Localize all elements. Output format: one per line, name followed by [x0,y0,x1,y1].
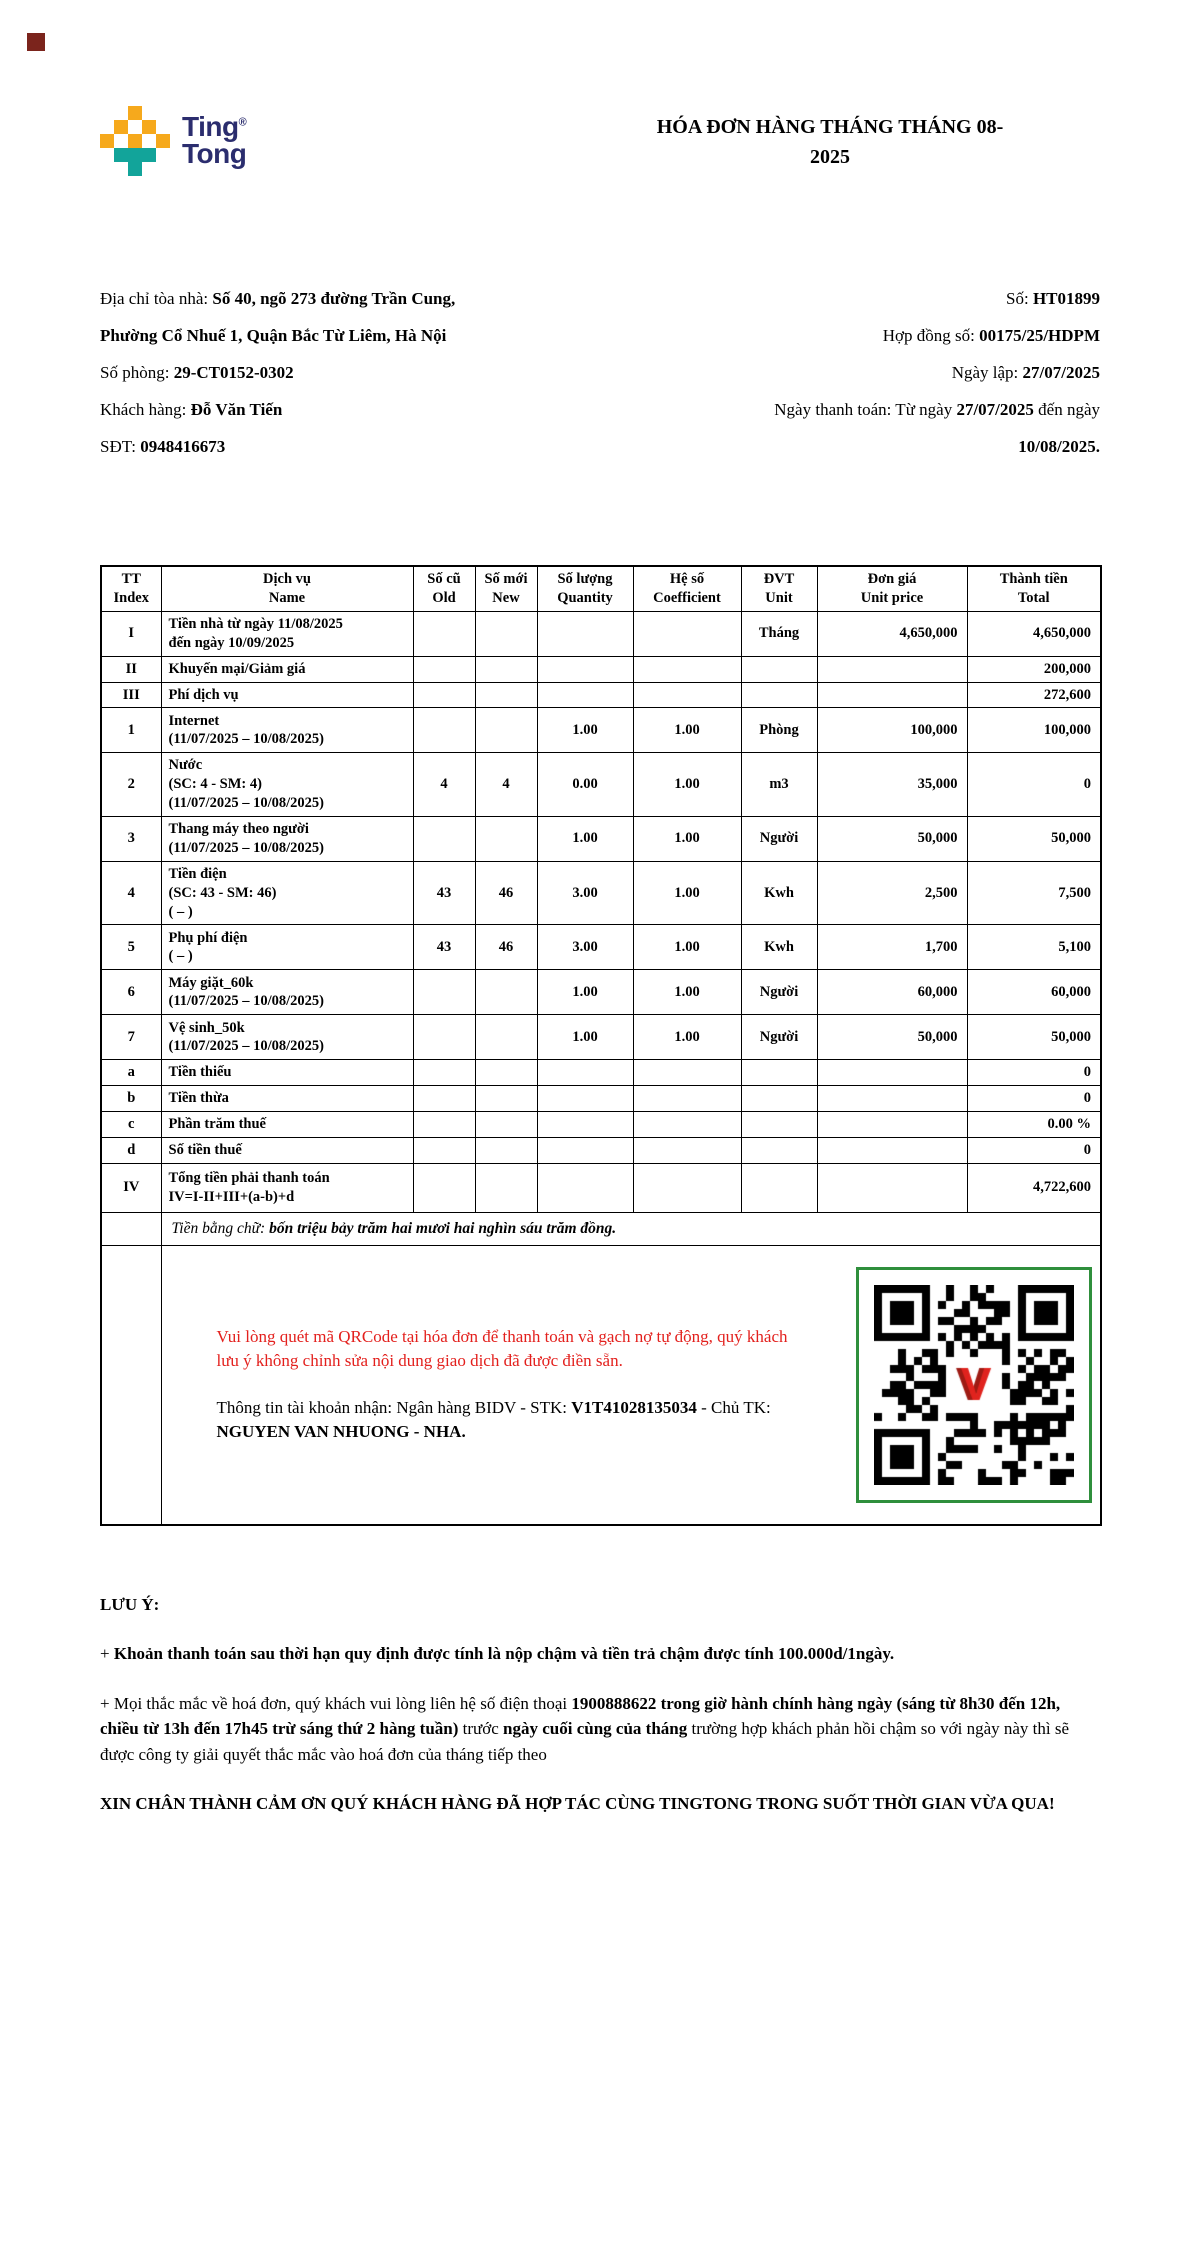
invoice-page [100,0,1100,1817]
table-row-7 [101,1015,1101,1060]
qr-section [162,1246,1101,1524]
cell-name: Phần trăm thuế [161,1112,413,1138]
cell-price [817,682,967,708]
info-issue-date: Ngày lập: 27/07/2025 [951,363,1100,382]
cell-unit [741,1137,817,1163]
cell-tt: a [101,1060,161,1086]
cell-name: Vệ sinh_50k (11/07/2025 – 10/08/2025) [161,1015,413,1060]
cell-coef [633,682,741,708]
cell-tt: 1 [101,708,161,753]
cell-name: Nước (SC: 4 - SM: 4) (11/07/2025 – 10/08/2025) [161,753,413,817]
cell-total: 0 [967,1086,1101,1112]
cell-unit: Người [741,970,817,1015]
registered-mark: ® [238,117,247,130]
notes-heading: LƯU Ý: [100,1594,160,1614]
cell-old [413,708,475,753]
charges-table [100,565,1102,1526]
cell-new [475,1163,537,1212]
cell-coef [633,611,741,656]
column-header: Hệ số Coefficient [633,566,741,611]
cell-total: 100,000 [967,708,1101,753]
cell-unit: Người [741,816,817,861]
cell-total: 4,722,600 [967,1163,1101,1212]
customer-info [100,280,492,465]
column-header: Số cũ Old [413,566,475,611]
cell-coef: 1.00 [633,753,741,817]
cell-tt: 5 [101,925,161,970]
cell-total: 0 [967,753,1101,817]
cell-old [413,1163,475,1212]
cell-coef [633,656,741,682]
cell-qty: 1.00 [537,970,633,1015]
cell-unit: Phòng [741,708,817,753]
qr-row [101,1245,1101,1525]
qr-instruction-note: Vui lòng quét mã QRCode tại hóa đơn để thanh toán và gạch nợ tự động, quý khách lưu ý không chỉnh sửa nội dung giao dịch đã được điền sẵn. [216,1326,788,1371]
cell-unit: m3 [741,753,817,817]
cell-total: 50,000 [967,1015,1101,1060]
cell-tt: I [101,611,161,656]
table-row-5 [101,925,1101,970]
cell-name: Tiền điện (SC: 43 - SM: 46) ( – ) [161,861,413,925]
cell-coef [633,1112,741,1138]
cell-unit: Kwh [741,861,817,925]
cell-tt: b [101,1086,161,1112]
cell-qty: 3.00 [537,861,633,925]
cell-old [413,1015,475,1060]
invoice-info [100,280,1100,465]
cell-tt: 4 [101,861,161,925]
hotline-note: + Mọi thắc mắc về hoá đơn, quý khách vui lòng liên hệ số điện thoại 1900888622 trong giờ hành chính hàng ngày (sáng từ 8h30 đến 12h, chiều từ 13h đến 17h45 trừ sáng thứ 2 hàng tuần) trước ngày cuối cùng của tháng trường hợp khách phản hồi chậm so với ngày này thì sẽ được công ty giải quyết thắc mắc vào hoá đơn của tháng tiếp theo [100,1693,1070,1764]
cell-new [475,611,537,656]
cell-coef [633,1137,741,1163]
table-row-6 [101,970,1101,1015]
cell-qty: 1.00 [537,708,633,753]
info-contract-number: Hợp đồng số: 00175/25/HDPM [882,326,1100,345]
table-row-III [101,682,1101,708]
cell-coef: 1.00 [633,816,741,861]
cell-new [475,708,537,753]
info-address: Địa chỉ tòa nhà: Số 40, ngõ 273 đường Trần Cung, Phường Cổ Nhuế 1, Quận Bắc Từ Liêm, Hà Nội [100,289,456,345]
cell-tt: 6 [101,970,161,1015]
info-phone: SĐT: 0948416673 [100,437,226,456]
cell-qty [537,1137,633,1163]
cell-qty: 0.00 [537,753,633,817]
cell-total: 50,000 [967,816,1101,861]
column-header: TT Index [101,566,161,611]
cell-new [475,1060,537,1086]
cell-name: Internet (11/07/2025 – 10/08/2025) [161,708,413,753]
cell-tt: II [101,656,161,682]
invoice-title-line2: 2025 [810,146,850,168]
qr-code [874,1285,1074,1485]
cell-new [475,682,537,708]
cell-old [413,682,475,708]
table-row-IV [101,1163,1101,1212]
cell-qty [537,611,633,656]
info-payment-period: Ngày thanh toán: Từ ngày 27/07/2025 đến ngày 10/08/2025. [774,400,1100,456]
cell-tt: III [101,682,161,708]
table-row-3 [101,816,1101,861]
cell-unit [741,1086,817,1112]
cell-total: 272,600 [967,682,1101,708]
cell-name: Tiền thừa [161,1086,413,1112]
column-header: ĐVT Unit [741,566,817,611]
thanks-note: XIN CHÂN THÀNH CẢM ƠN QUÝ KHÁCH HÀNG ĐÃ HỢP TÁC CÙNG TINGTONG TRONG SUỐT THỜI GIAN VỪA QUA! [100,1794,1055,1814]
cell-new [475,970,537,1015]
cell-name: Phụ phí điện ( – ) [161,925,413,970]
cell-qty: 1.00 [537,1015,633,1060]
cell-qty [537,1060,633,1086]
cell-price [817,656,967,682]
cell-price: 60,000 [817,970,967,1015]
cell-new [475,656,537,682]
cell-coef: 1.00 [633,925,741,970]
cell-old [413,656,475,682]
cell-name: Máy giặt_60k (11/07/2025 – 10/08/2025) [161,970,413,1015]
cell-qty [537,1112,633,1138]
cell-unit: Tháng [741,611,817,656]
cell-price: 4,650,000 [817,611,967,656]
cell-tt: 2 [101,753,161,817]
cell-name: Tổng tiền phải thanh toán IV=I-II+III+(a-b)+d [161,1163,413,1212]
cell-total: 200,000 [967,656,1101,682]
cell-total: 5,100 [967,925,1101,970]
cell-unit [741,1060,817,1086]
table-row-c [101,1112,1101,1138]
bank-account-info: Thông tin tài khoản nhận: Ngân hàng BIDV - STK: V1T41028135034 - Chủ TK: NGUYEN VAN NHUONG - NHA. [216,1397,771,1442]
table-row-b [101,1086,1101,1112]
info-invoice-number: Số: HT01899 [1006,289,1100,308]
amount-in-words-row [101,1212,1101,1245]
column-header: Đơn giá Unit price [817,566,967,611]
column-header: Thành tiền Total [967,566,1101,611]
cell-new: 46 [475,861,537,925]
table-row-I [101,611,1101,656]
cell-total: 4,650,000 [967,611,1101,656]
cell-old [413,1086,475,1112]
tingtong-logo-icon [100,106,170,176]
cell-unit: Kwh [741,925,817,970]
column-header: Số lượng Quantity [537,566,633,611]
cell-new [475,1137,537,1163]
cell-price: 100,000 [817,708,967,753]
cell-old [413,970,475,1015]
invoice-title-line1: HÓA ĐƠN HÀNG THÁNG THÁNG 08- [656,116,1004,138]
cell-name: Thang máy theo người (11/07/2025 – 10/08/2025) [161,816,413,861]
cell-name: Số tiền thuế [161,1137,413,1163]
table-header-row [101,566,1101,611]
corner-mark [27,33,45,51]
cell-coef [633,1163,741,1212]
invoice-header [100,106,1100,176]
cell-qty [537,1086,633,1112]
cell-tt: IV [101,1163,161,1212]
cell-tt: d [101,1137,161,1163]
tingtong-logo [100,106,246,176]
cell-coef: 1.00 [633,1015,741,1060]
cell-old [413,1060,475,1086]
footer-notes [100,1592,1100,1817]
cell-new [475,816,537,861]
cell-name: Tiền nhà từ ngày 11/08/2025 đến ngày 10/09/2025 [161,611,413,656]
cell-new: 46 [475,925,537,970]
cell-new [475,1112,537,1138]
cell-name: Phí dịch vụ [161,682,413,708]
empty-cell [101,1212,161,1245]
cell-name: Khuyến mại/Giảm giá [161,656,413,682]
cell-old: 43 [413,861,475,925]
cell-old [413,1112,475,1138]
cell-unit [741,656,817,682]
cell-qty: 3.00 [537,925,633,970]
tingtong-logo-text: Ting® Tong [182,111,247,169]
cell-tt: 3 [101,816,161,861]
cell-unit [741,1163,817,1212]
cell-old [413,611,475,656]
cell-tt: c [101,1112,161,1138]
cell-total: 60,000 [967,970,1101,1015]
cell-name: Tiền thiếu [161,1060,413,1086]
cell-old: 4 [413,753,475,817]
qr-code-frame [856,1267,1092,1503]
table-row-4 [101,861,1101,925]
cell-price: 35,000 [817,753,967,817]
cell-unit: Người [741,1015,817,1060]
cell-coef: 1.00 [633,970,741,1015]
cell-price [817,1086,967,1112]
cell-price: 50,000 [817,816,967,861]
table-row-1 [101,708,1101,753]
cell-total: 0.00 % [967,1112,1101,1138]
cell-tt: 7 [101,1015,161,1060]
invoice-meta [748,280,1100,465]
cell-old: 43 [413,925,475,970]
info-room-number: Số phòng: 29-CT0152-0302 [100,363,294,382]
cell-coef [633,1086,741,1112]
column-header: Dịch vụ Name [161,566,413,611]
cell-new [475,1015,537,1060]
late-payment-note: + Khoản thanh toán sau thời hạn quy định được tính là nộp chậm và tiền trả chậm được tính 100.000d/1ngày. [100,1644,895,1664]
cell-price [817,1163,967,1212]
cell-unit [741,1112,817,1138]
info-customer-name: Khách hàng: Đỗ Văn Tiến [100,400,283,419]
payment-notes [217,1325,797,1446]
cell-qty: 1.00 [537,816,633,861]
cell-price: 2,500 [817,861,967,925]
column-header: Số mới New [475,566,537,611]
cell-old [413,816,475,861]
cell-price [817,1112,967,1138]
cell-new: 4 [475,753,537,817]
invoice-title [560,112,1100,172]
cell-price [817,1137,967,1163]
cell-qty [537,682,633,708]
cell-new [475,1086,537,1112]
amount-in-words: Tiền bằng chữ: bốn triệu bảy trăm hai mươi hai nghìn sáu trăm đồng. [161,1212,1101,1245]
cell-coef: 1.00 [633,861,741,925]
cell-coef: 1.00 [633,708,741,753]
cell-qty [537,656,633,682]
table-row-d [101,1137,1101,1163]
cell-old [413,1137,475,1163]
cell-coef [633,1060,741,1086]
cell-total: 0 [967,1060,1101,1086]
table-row-II [101,656,1101,682]
cell-unit [741,682,817,708]
cell-price: 50,000 [817,1015,967,1060]
empty-cell [101,1245,161,1525]
cell-price [817,1060,967,1086]
cell-qty [537,1163,633,1212]
cell-total: 7,500 [967,861,1101,925]
table-row-a [101,1060,1101,1086]
cell-price: 1,700 [817,925,967,970]
table-row-2 [101,753,1101,817]
cell-total: 0 [967,1137,1101,1163]
